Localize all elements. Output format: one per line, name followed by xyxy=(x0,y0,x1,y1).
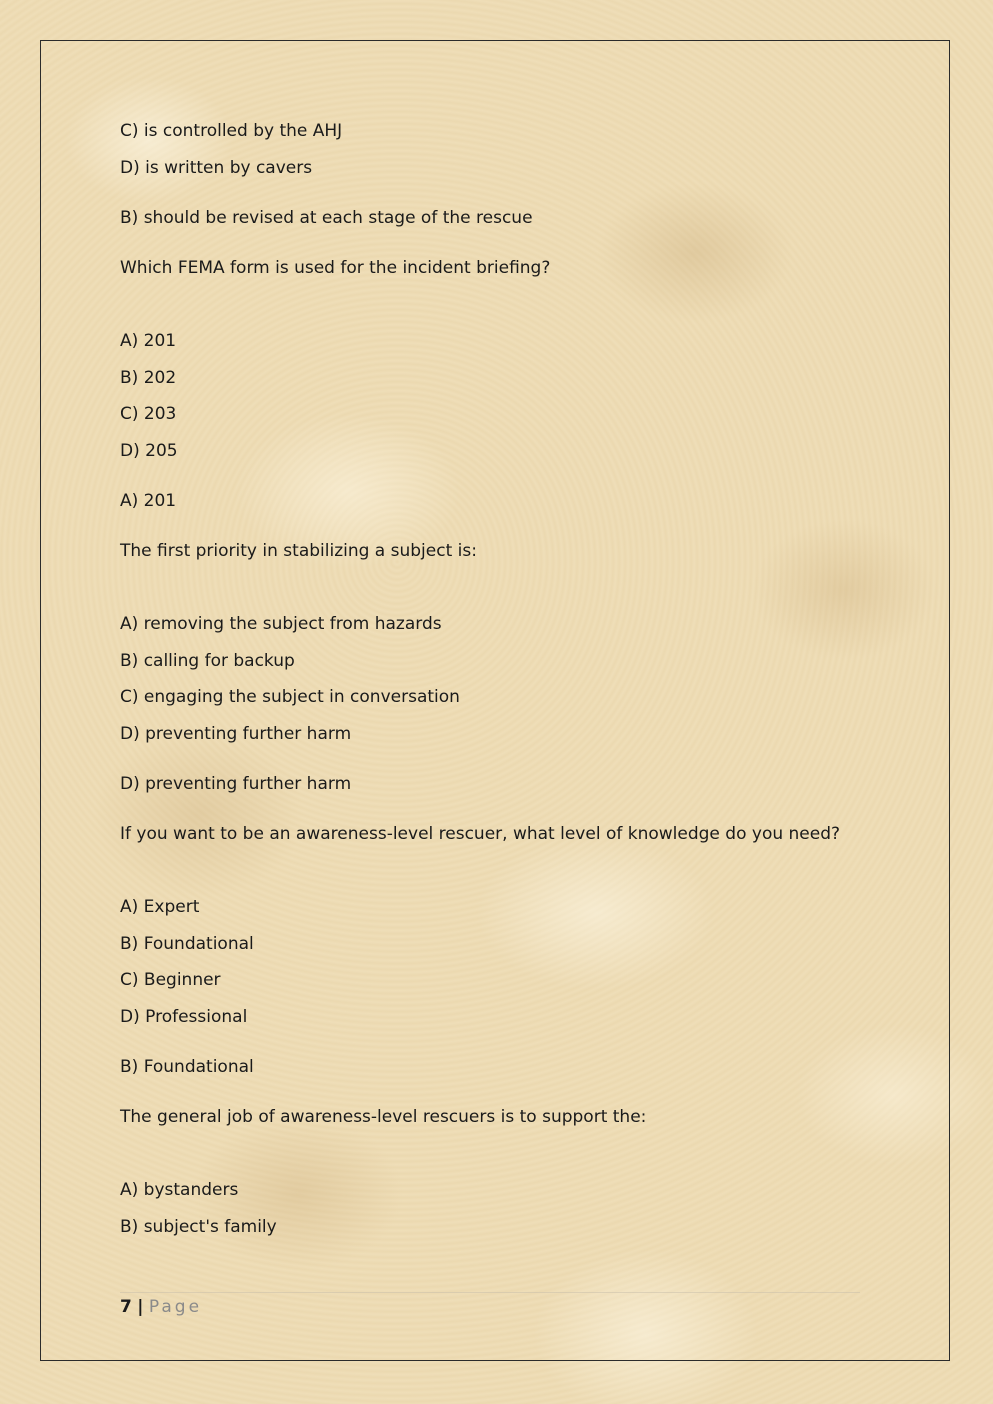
option-a-201: A) 201 xyxy=(120,331,177,351)
option-c-203: C) 203 xyxy=(120,404,177,424)
option-c-engaging-conversation: C) engaging the subject in conversation xyxy=(120,687,460,707)
page-footer xyxy=(120,1296,202,1318)
option-a-removing-hazards: A) removing the subject from hazards xyxy=(120,614,442,634)
question-first-priority: The first priority in stabilizing a subject is: xyxy=(120,541,477,561)
option-c-beginner: C) Beginner xyxy=(120,970,221,990)
answer-201: A) 201 xyxy=(120,491,177,511)
option-b-calling-backup: B) calling for backup xyxy=(120,651,295,671)
footer-divider xyxy=(120,1292,860,1293)
option-d-preventing-harm: D) preventing further harm xyxy=(120,724,352,744)
option-b-202: B) 202 xyxy=(120,368,177,388)
question-knowledge-level: If you want to be an awareness-level rescuer, what level of knowledge do you need? xyxy=(120,824,841,844)
option-d-205: D) 205 xyxy=(120,441,178,461)
page-label: Page xyxy=(148,1297,203,1317)
option-d-professional: D) Professional xyxy=(120,1007,248,1027)
option-c-controlled-by-ahj: C) is controlled by the AHJ xyxy=(120,121,343,141)
option-a-bystanders: A) bystanders xyxy=(120,1180,239,1200)
answer-preventing-harm: D) preventing further harm xyxy=(120,774,352,794)
page-number: 7 xyxy=(120,1297,132,1317)
answer-foundational: B) Foundational xyxy=(120,1057,254,1077)
option-b-subjects-family: B) subject's family xyxy=(120,1217,277,1237)
answer-revised-each-stage: B) should be revised at each stage of the rescue xyxy=(120,208,533,228)
footer-separator: | xyxy=(137,1297,144,1317)
question-fema-form: Which FEMA form is used for the incident briefing? xyxy=(120,258,551,278)
option-b-foundational: B) Foundational xyxy=(120,934,254,954)
option-a-expert: A) Expert xyxy=(120,897,200,917)
question-general-job: The general job of awareness-level rescuers is to support the: xyxy=(120,1107,647,1127)
option-d-written-by-cavers: D) is written by cavers xyxy=(120,158,313,178)
